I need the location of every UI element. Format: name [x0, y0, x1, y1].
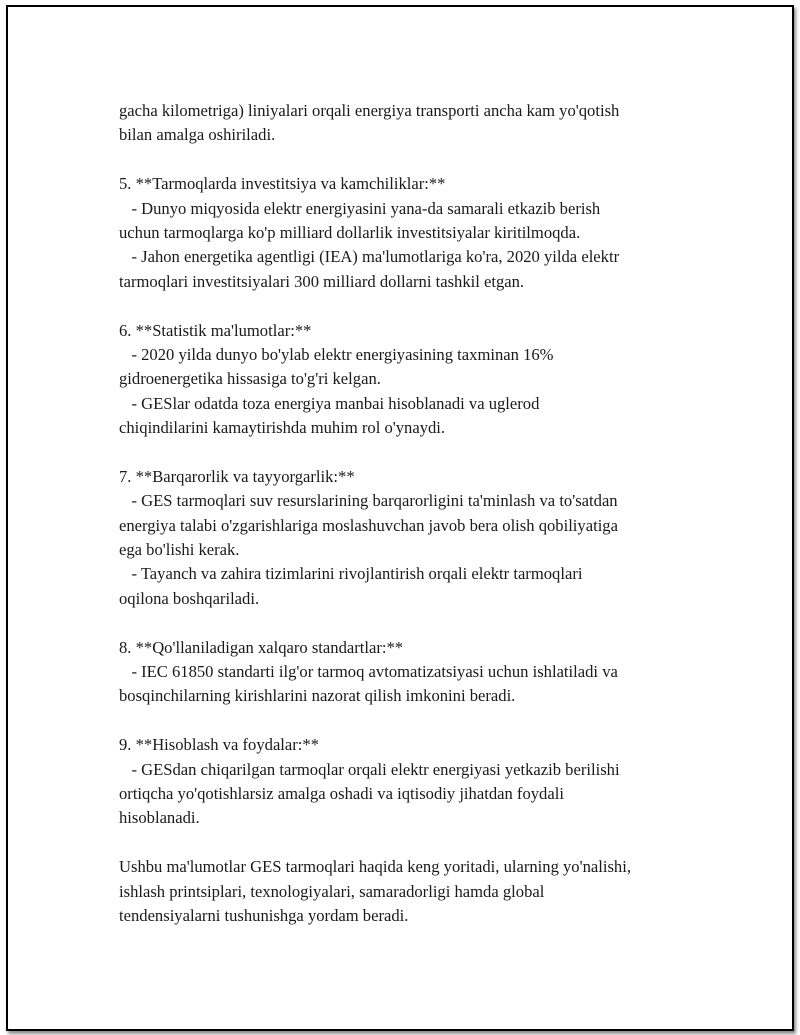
text-line: ishlash printsiplari, texnologiyalari, samaradorligi hamda global [119, 881, 545, 901]
text-line: oqilona boshqariladi. [119, 588, 260, 608]
section-heading: 8. **Qo'llaniladigan xalqaro standartlar:** [119, 637, 404, 657]
paragraph-gap [119, 831, 719, 855]
closing-paragraph [119, 855, 719, 928]
section-7-stability [119, 465, 719, 611]
text-line: energiya talabi o'zgarishlariga moslashuvchan javob bera olish qobiliyatiga [119, 515, 618, 535]
text-line: - Jahon energetika agentligi (IEA) ma'lumotlariga ko'ra, 2020 yilda elektr [119, 247, 620, 267]
text-line: chiqindilarini kamaytirishda muhim rol o'ynaydi. [119, 418, 446, 438]
text-line: bilan amalga oshiriladi. [119, 125, 276, 145]
section-heading: 7. **Barqarorlik va tayyorgarlik:** [119, 466, 355, 486]
paragraph-gap [119, 709, 719, 733]
text-line: - GESlar odatda toza energiya manbai hisoblanadi va uglerod [119, 393, 540, 413]
text-line: - Tayanch va zahira tizimlarini rivojlantirish orqali elektr tarmoqlari [119, 564, 583, 584]
text-line: gacha kilometriga) liniyalari orqali energiya transporti ancha kam yo'qotish [119, 101, 620, 120]
paragraph-gap [119, 440, 719, 464]
text-line: ortiqcha yo'qotishlarsiz amalga oshadi va iqtisodiy jihatdan foydali [119, 783, 564, 803]
text-line: - 2020 yilda dunyo bo'ylab elektr energiyasining taxminan 16% [119, 344, 554, 364]
text-line: - GESdan chiqarilgan tarmoqlar orqali elektr energiyasi yetkazib berilishi [119, 759, 620, 779]
text-line: hisoblanadi. [119, 808, 200, 828]
text-line: gidroenergetika hissasiga to'g'ri kelgan. [119, 369, 381, 389]
paragraph-gap [119, 148, 719, 172]
document-page [6, 5, 794, 1031]
text-line: tarmoqlari investitsiyalari 300 milliard dollarni tashkil etgan. [119, 271, 525, 291]
text-line: - IEC 61850 standarti ilg'or tarmoq avtomatizatsiyasi uchun ishlatiladi va [119, 661, 618, 681]
section-8-standards [119, 636, 719, 709]
text-line: - Dunyo miqyosida elektr energiyasini yana-da samarali etkazib berish [119, 198, 601, 218]
section-heading: 5. **Tarmoqlarda investitsiya va kamchiliklar:** [119, 174, 446, 194]
document-body [119, 99, 719, 928]
text-line: bosqinchilarning kirishlarini nazorat qilish imkonini beradi. [119, 686, 516, 706]
text-line: - GES tarmoqlari suv resurslarining barqarorligini ta'minlash va to'satdan [119, 491, 618, 511]
section-9-benefits [119, 733, 719, 831]
text-line: Ushbu ma'lumotlar GES tarmoqlari haqida keng yoritadi, ularning yo'nalishi, [119, 857, 631, 877]
section-heading: 9. **Hisoblash va foydalar:** [119, 735, 320, 755]
text-line: uchun tarmoqlarga ko'p milliard dollarlik investitsiyalar kiritilmoqda. [119, 222, 581, 242]
paragraph-gap [119, 611, 719, 635]
paragraph-gap [119, 294, 719, 318]
paragraph-continuation [119, 99, 719, 148]
section-heading: 6. **Statistik ma'lumotlar:** [119, 320, 312, 340]
section-5-investments [119, 172, 719, 294]
text-line: ega bo'lishi kerak. [119, 540, 240, 560]
text-line: tendensiyalarni tushunishga yordam beradi. [119, 905, 409, 925]
section-6-statistics [119, 319, 719, 441]
